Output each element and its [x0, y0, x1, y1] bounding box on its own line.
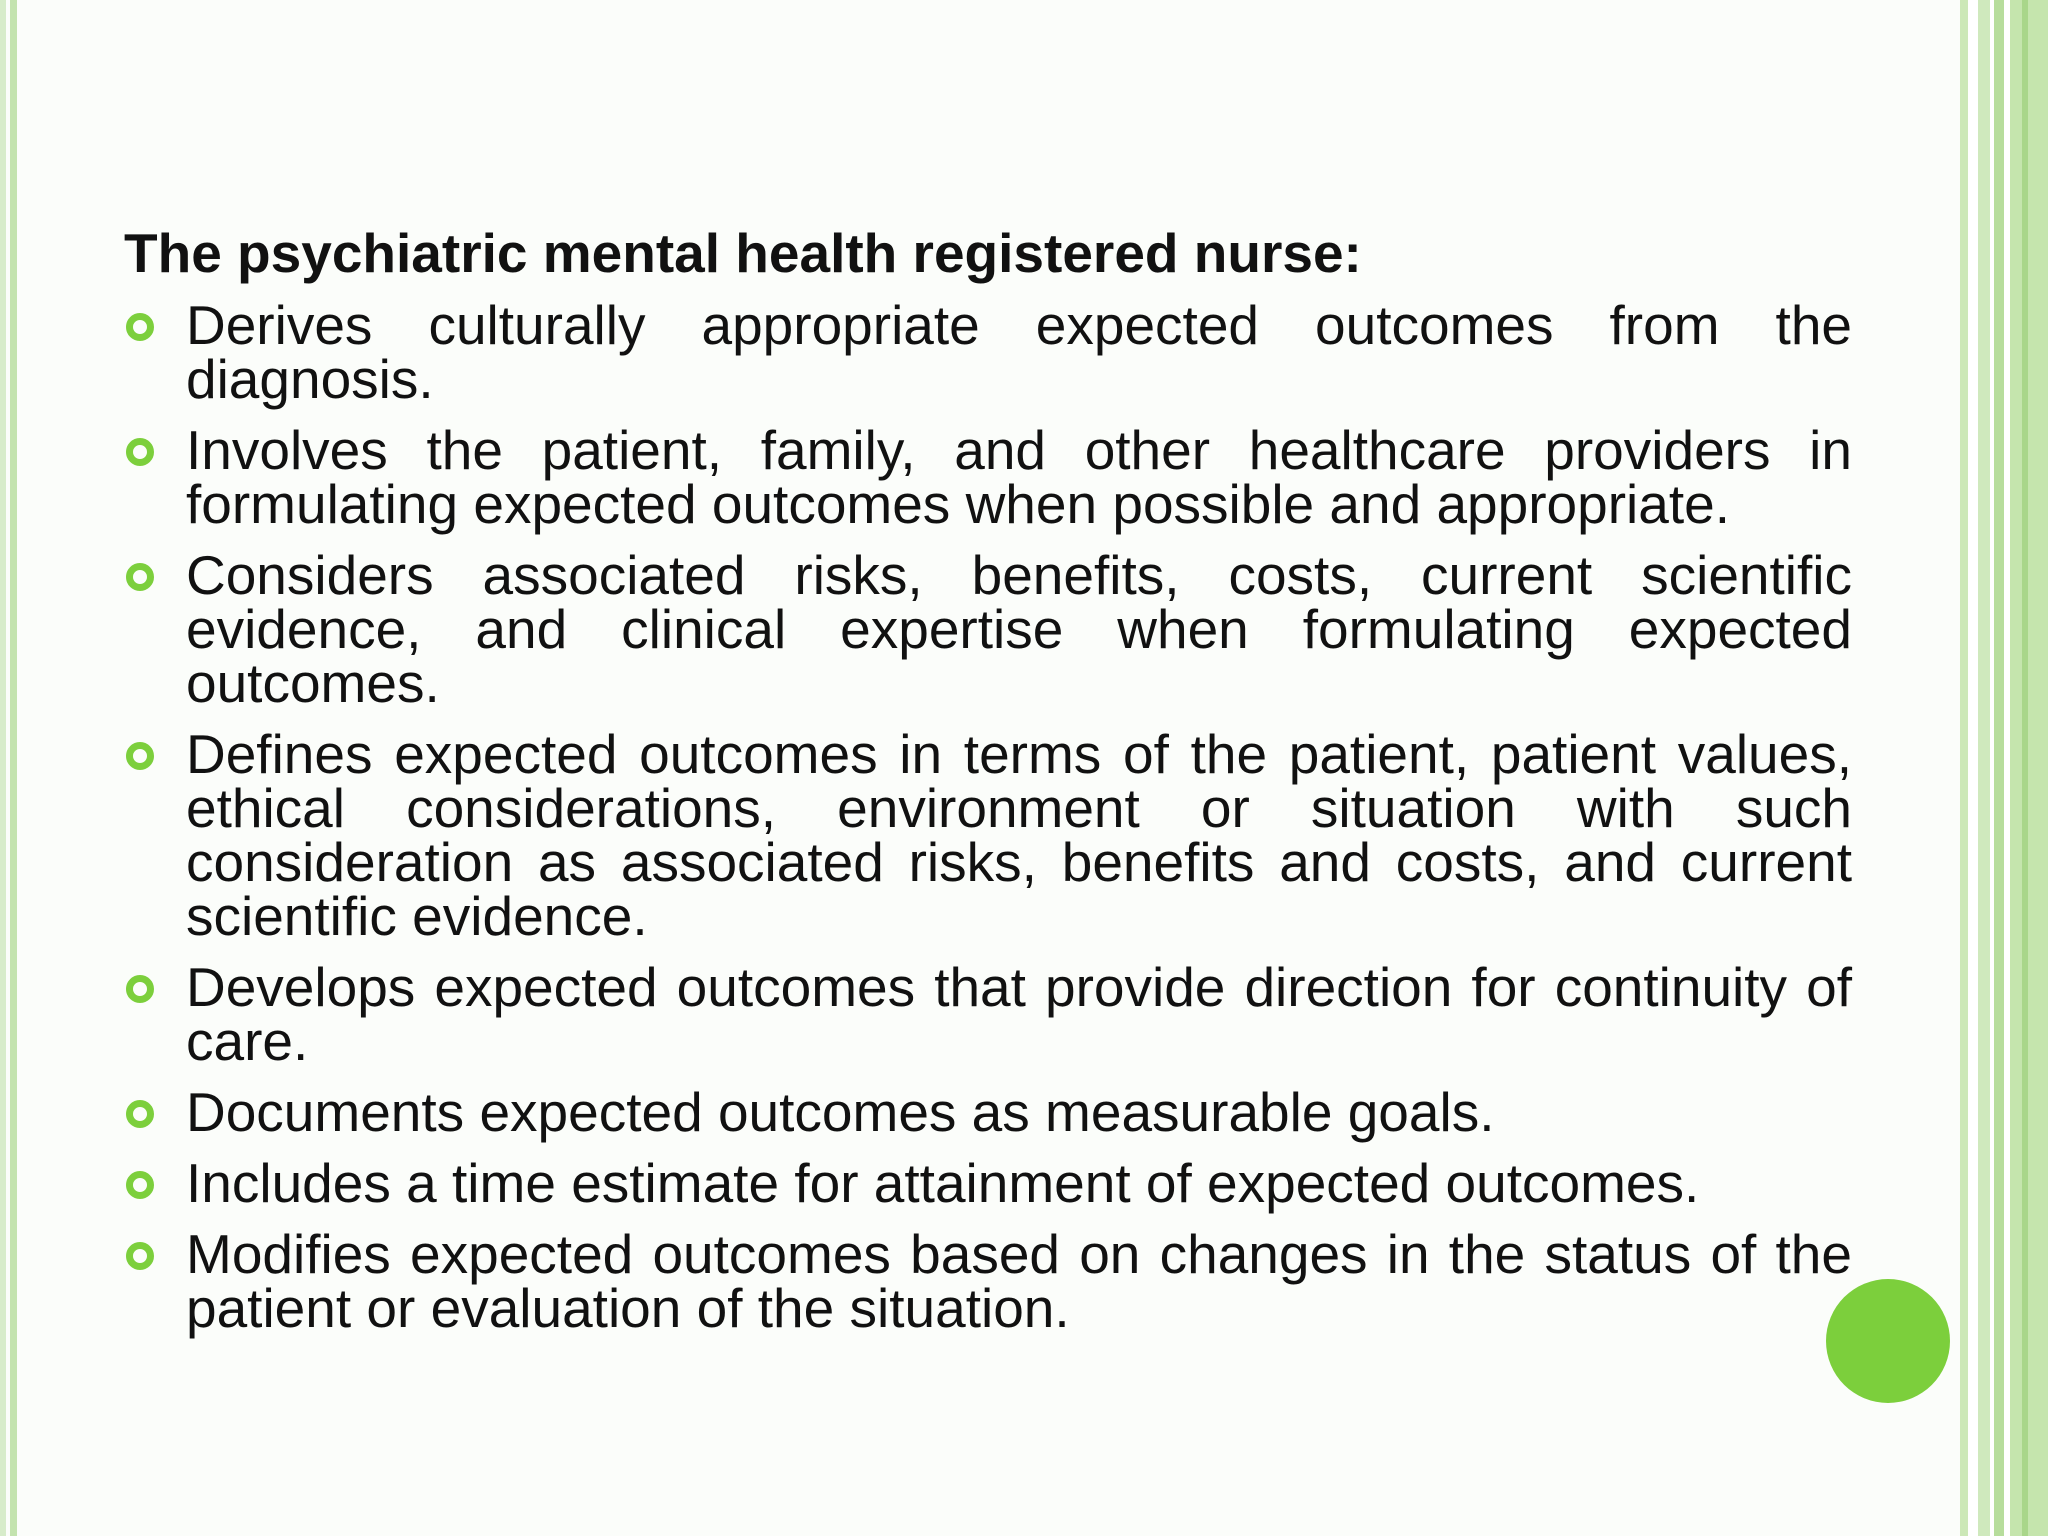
- right-border-stripe: [1960, 0, 1968, 1536]
- right-border-stripe: [2022, 0, 2028, 1536]
- hollow-circle-bullet-icon: [126, 438, 154, 466]
- left-border-stripe: [10, 0, 17, 1536]
- bullet-text: Develops expected outcomes that provide direction for continuity of care.: [186, 956, 1852, 1072]
- slide-heading: The psychiatric mental health registered nurse:: [124, 222, 1362, 284]
- list-item: [124, 723, 1852, 947]
- list-item: [124, 1223, 1852, 1339]
- bullet-text: Modifies expected outcomes based on changes in the status of the patient or evaluation of the situation.: [186, 1223, 1852, 1339]
- list-item: [124, 956, 1852, 1072]
- list-item: [124, 1152, 1852, 1214]
- list-item: [124, 544, 1852, 714]
- hollow-circle-bullet-icon: [126, 975, 154, 1003]
- hollow-circle-bullet-icon: [126, 563, 154, 591]
- list-item: [124, 1081, 1852, 1143]
- hollow-circle-bullet-icon: [126, 1100, 154, 1128]
- hollow-circle-bullet-icon: [126, 1171, 154, 1199]
- list-item: [124, 294, 1852, 410]
- hollow-circle-bullet-icon: [126, 742, 154, 770]
- right-border-stripe: [2010, 0, 2048, 1536]
- slide-content: [124, 222, 1852, 1352]
- bullet-text: Defines expected outcomes in terms of the patient, patient values, ethical considerations, environment or situation with such consideration as associated risks, benefits and costs, and current scientific evidence.: [186, 723, 1852, 947]
- hollow-circle-bullet-icon: [126, 1242, 154, 1270]
- bullet-text: Documents expected outcomes as measurable goals.: [186, 1081, 1495, 1143]
- bullet-text: Considers associated risks, benefits, costs, current scientific evidence, and clinical expertise when formulating expected outcomes.: [186, 544, 1852, 714]
- bullet-text: Involves the patient, family, and other healthcare providers in formulating expected outcomes when possible and appropriate.: [186, 419, 1852, 535]
- bullet-list: [124, 294, 1852, 1339]
- list-item: [124, 419, 1852, 535]
- right-border-stripe: [1978, 0, 1990, 1536]
- bullet-text: Includes a time estimate for attainment of expected outcomes.: [186, 1152, 1700, 1214]
- bullet-text: Derives culturally appropriate expected outcomes from the diagnosis.: [186, 294, 1852, 410]
- hollow-circle-bullet-icon: [126, 313, 154, 341]
- right-border-stripe: [1994, 0, 2004, 1536]
- left-border-stripe: [0, 0, 6, 1536]
